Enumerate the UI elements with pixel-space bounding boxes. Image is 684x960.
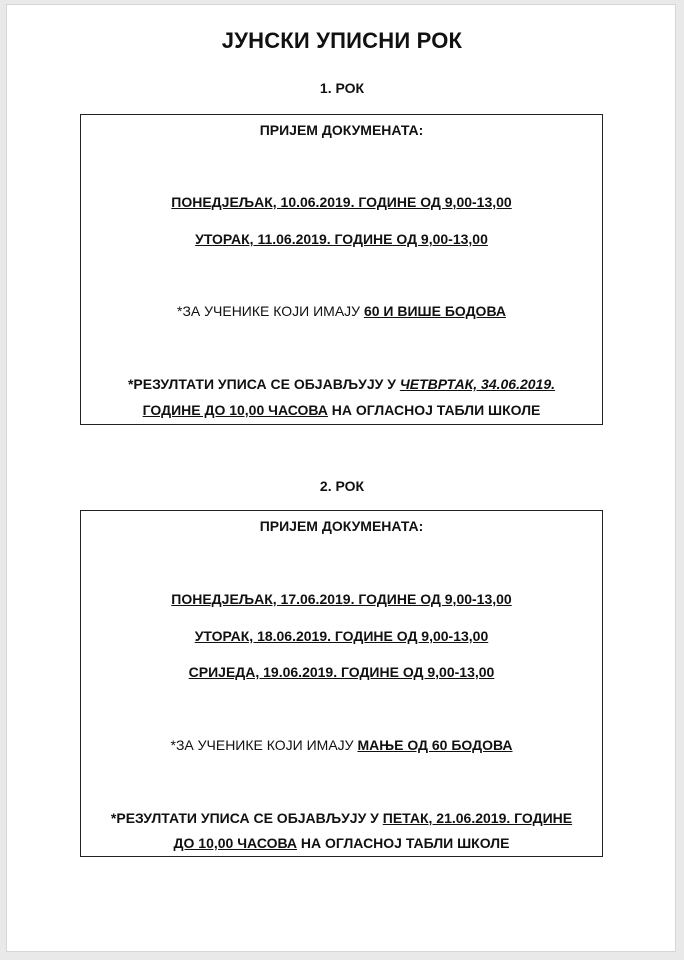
rok2-results-line1 (81, 810, 602, 826)
rok1-results-line2 (81, 402, 602, 418)
rok2-day1: ПОНЕДЈЕЉАК, 17.06.2019. ГОДИНЕ ОД 9,00-13,00 (171, 591, 512, 607)
rok1-note-prefix: *ЗА УЧЕНИКЕ КОЈИ ИМАЈУ (177, 303, 364, 319)
rok1-day2: УТОРАК, 11.06.2019. ГОДИНЕ ОД 9,00-13,00 (195, 231, 488, 247)
rok2-label: 2. РОК (319, 478, 365, 494)
rok1-note-emphasis: 60 И ВИШЕ БОДОВА (363, 303, 506, 319)
rok1-day1: ПОНЕДЈЕЉАК, 10.06.2019. ГОДИНЕ ОД 9,00-13,00 (171, 194, 512, 210)
rok1-label: 1. РОК (319, 80, 365, 96)
rok1-results-date: ЧЕТВРТАК, 34.06.2019. (399, 376, 556, 392)
rok1-results-prefix: *РЕЗУЛТАТИ УПИСА СЕ ОБЈАВЉУЈУ У (127, 376, 400, 392)
rok1-results-line1 (81, 376, 602, 392)
rok2-note-prefix: *ЗА УЧЕНИКЕ КОЈИ ИМАЈУ (170, 737, 358, 753)
rok1-note (81, 303, 602, 319)
rok2-note-emphasis: МАЊЕ ОД 60 БОДОВА (357, 737, 513, 753)
rok1-results-suffix: НА ОГЛАСНОЈ ТАБЛИ ШКОЛЕ (327, 402, 541, 418)
document-title: ЈУНСКИ УПИСНИ РОК (221, 28, 463, 53)
rok1-box (80, 114, 603, 425)
rok2-results-suffix: НА ОГЛАСНОЈ ТАБЛИ ШКОЛЕ (297, 835, 510, 851)
rok2-note (81, 737, 602, 753)
rok2-heading: ПРИЈЕМ ДОКУМЕНАТА: (259, 518, 424, 534)
rok2-day2: УТОРАК, 18.06.2019. ГОДИНЕ ОД 9,00-13,00 (194, 628, 489, 644)
rok2-day3: СРИЈЕДА, 19.06.2019. ГОДИНЕ ОД 9,00-13,00 (188, 664, 495, 680)
rok1-results-time: ГОДИНЕ ДО 10,00 ЧАСОВА (142, 402, 328, 418)
rok2-results-line2 (81, 835, 602, 851)
rok1-heading: ПРИЈЕМ ДОКУМЕНАТА: (259, 122, 424, 138)
rok2-results-date: ПЕТАК, 21.06.2019. ГОДИНЕ (382, 810, 573, 826)
rok2-results-prefix: *РЕЗУЛТАТИ УПИСА СЕ ОБЈАВЉУЈУ У (110, 810, 383, 826)
rok2-results-time: ДО 10,00 ЧАСОВА (173, 835, 297, 851)
rok2-box (80, 510, 603, 857)
